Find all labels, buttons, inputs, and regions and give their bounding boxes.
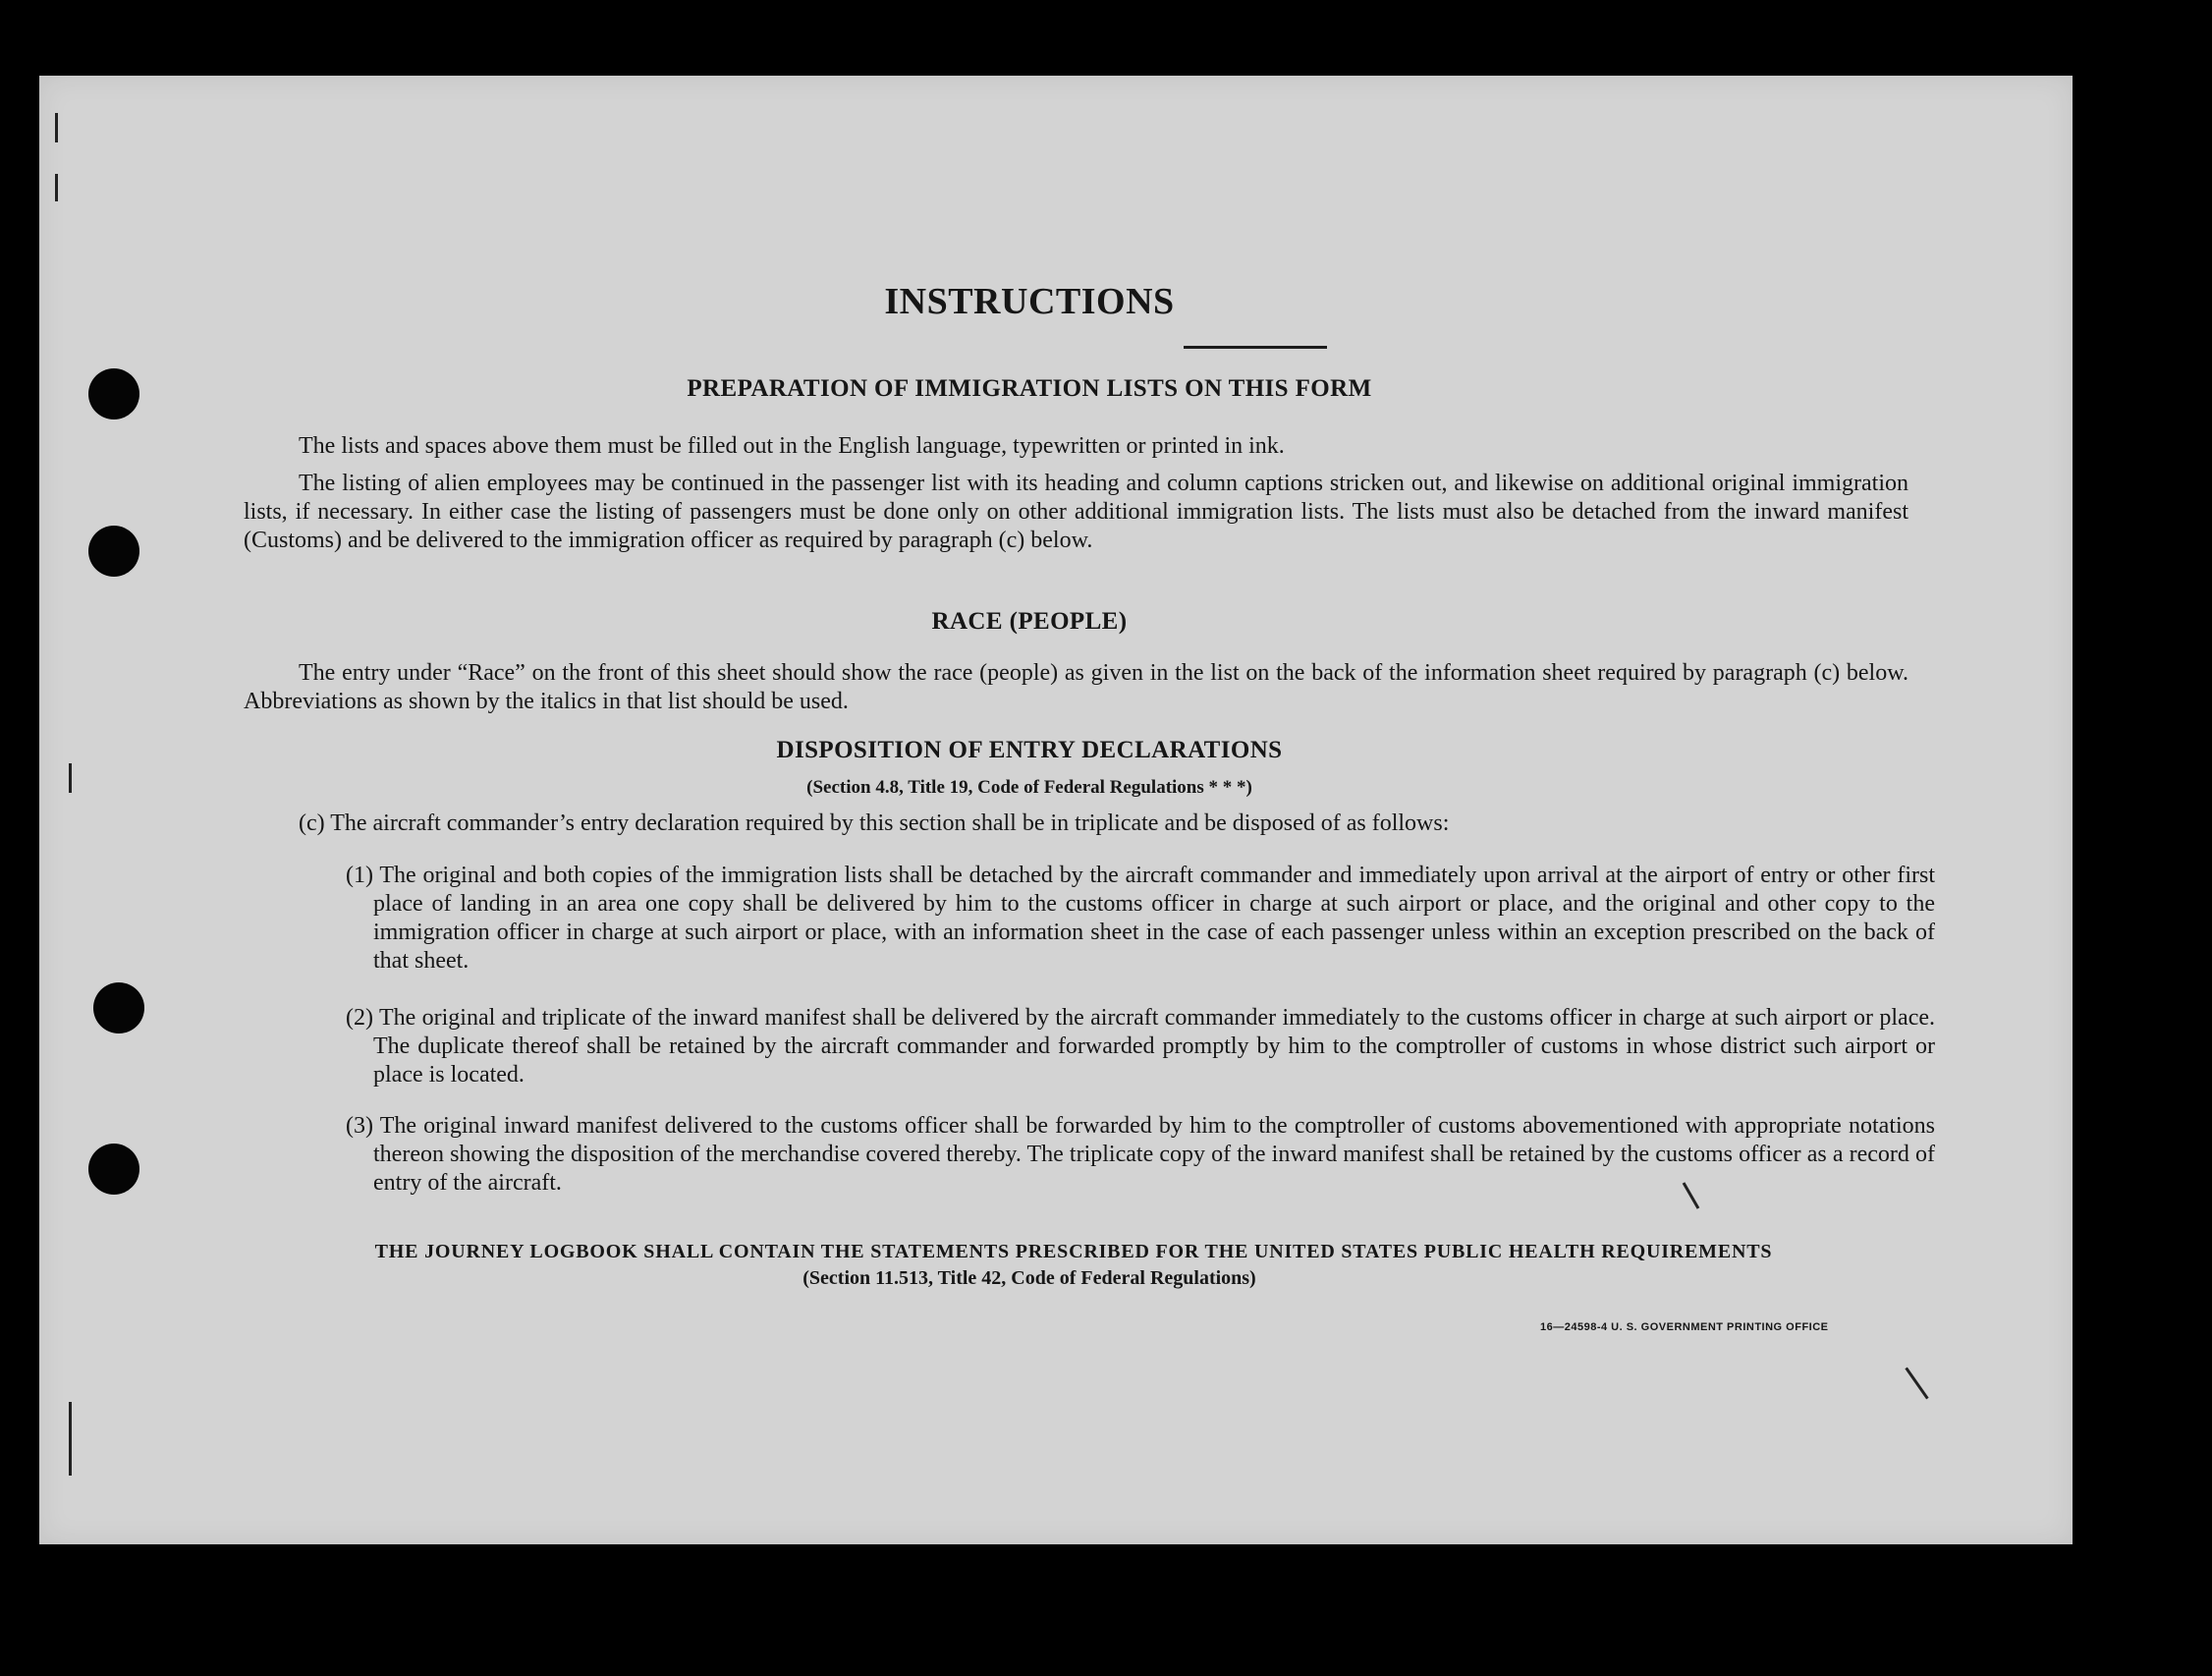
punch-hole-4	[88, 1144, 139, 1195]
pen-mark	[1905, 1368, 1928, 1400]
title-underline	[1184, 346, 1327, 349]
punch-hole-2	[88, 526, 139, 577]
disposition-item-2: (2) The original and triplicate of the inward manifest shall be delivered by the aircraft commander immediately to the customs officer in charge at such airport or place. The duplicate thereof shall be retained by the aircraft commander and forwarded promptly by him to the comptroller of customs in whose district such airport or place is located.	[346, 1005, 1935, 1088]
preparation-heading: PREPARATION OF IMMIGRATION LISTS ON THIS FORM	[687, 375, 1372, 402]
edge-mark	[55, 174, 58, 201]
disposition-intro: (c) The aircraft commander’s entry declaration required by this section shall be in triplicate and be disposed of as follows:	[299, 810, 1450, 836]
preparation-paragraph-2: The listing of alien employees may be continued in the passenger list with its heading and column captions stricken out, and likewise on additional original immigration lists, if necessary. In either case the listing of passengers must be done only on other additional immigration lists. The lists must also be detached from the inward manifest (Customs) and be delivered to the immigration officer as required by paragraph (c) below.	[244, 471, 1908, 553]
race-heading: RACE (PEOPLE)	[931, 608, 1128, 635]
document-page	[39, 76, 2073, 1544]
edge-mark	[55, 113, 58, 142]
edge-mark	[69, 1402, 72, 1476]
punch-hole-3	[93, 982, 144, 1034]
footer-main: THE JOURNEY LOGBOOK SHALL CONTAIN THE STATEMENTS PRESCRIBED FOR THE UNITED STATES PUBLIC HEALTH REQUIREMENTS	[374, 1241, 1773, 1262]
page-title: INSTRUCTIONS	[884, 281, 1175, 322]
printer-imprint: 16—24598-4 U. S. GOVERNMENT PRINTING OFFICE	[1540, 1321, 1829, 1333]
disposition-item-1: (1) The original and both copies of the immigration lists shall be detached by the aircraft commander and immediately upon arrival at the airport of entry or other first place of landing in an area one copy shall be delivered by him to the customs officer in charge at such airport or place, and the original and other copy to the immigration officer in charge at such airport or place, with an information sheet in the case of each passenger unless within an exception prescribed on the back of that sheet.	[346, 863, 1935, 974]
race-paragraph: The entry under “Race” on the front of this sheet should show the race (people) as given in the list on the back of the information sheet required by paragraph (c) below. Abbreviations as shown by the italics in that list should be used.	[244, 660, 1908, 714]
disposition-heading: DISPOSITION OF ENTRY DECLARATIONS	[776, 737, 1283, 763]
disposition-item-3: (3) The original inward manifest delivered to the customs officer shall be forwarded by him to the comptroller of customs abovementioned with appropriate notations thereon showing the disposition of the merchandise covered thereby. The triplicate copy of the inward manifest shall be retained by the customs officer as a record of entry of the aircraft.	[346, 1113, 1935, 1196]
punch-hole-1	[88, 368, 139, 419]
footer-sub: (Section 11.513, Title 42, Code of Federal Regulations)	[802, 1267, 1256, 1289]
edge-mark	[69, 763, 72, 793]
preparation-paragraph-1: The lists and spaces above them must be filled out in the English language, typewritten or printed in ink.	[299, 433, 1285, 459]
disposition-subheading: (Section 4.8, Title 19, Code of Federal Regulations * * *)	[806, 777, 1252, 798]
